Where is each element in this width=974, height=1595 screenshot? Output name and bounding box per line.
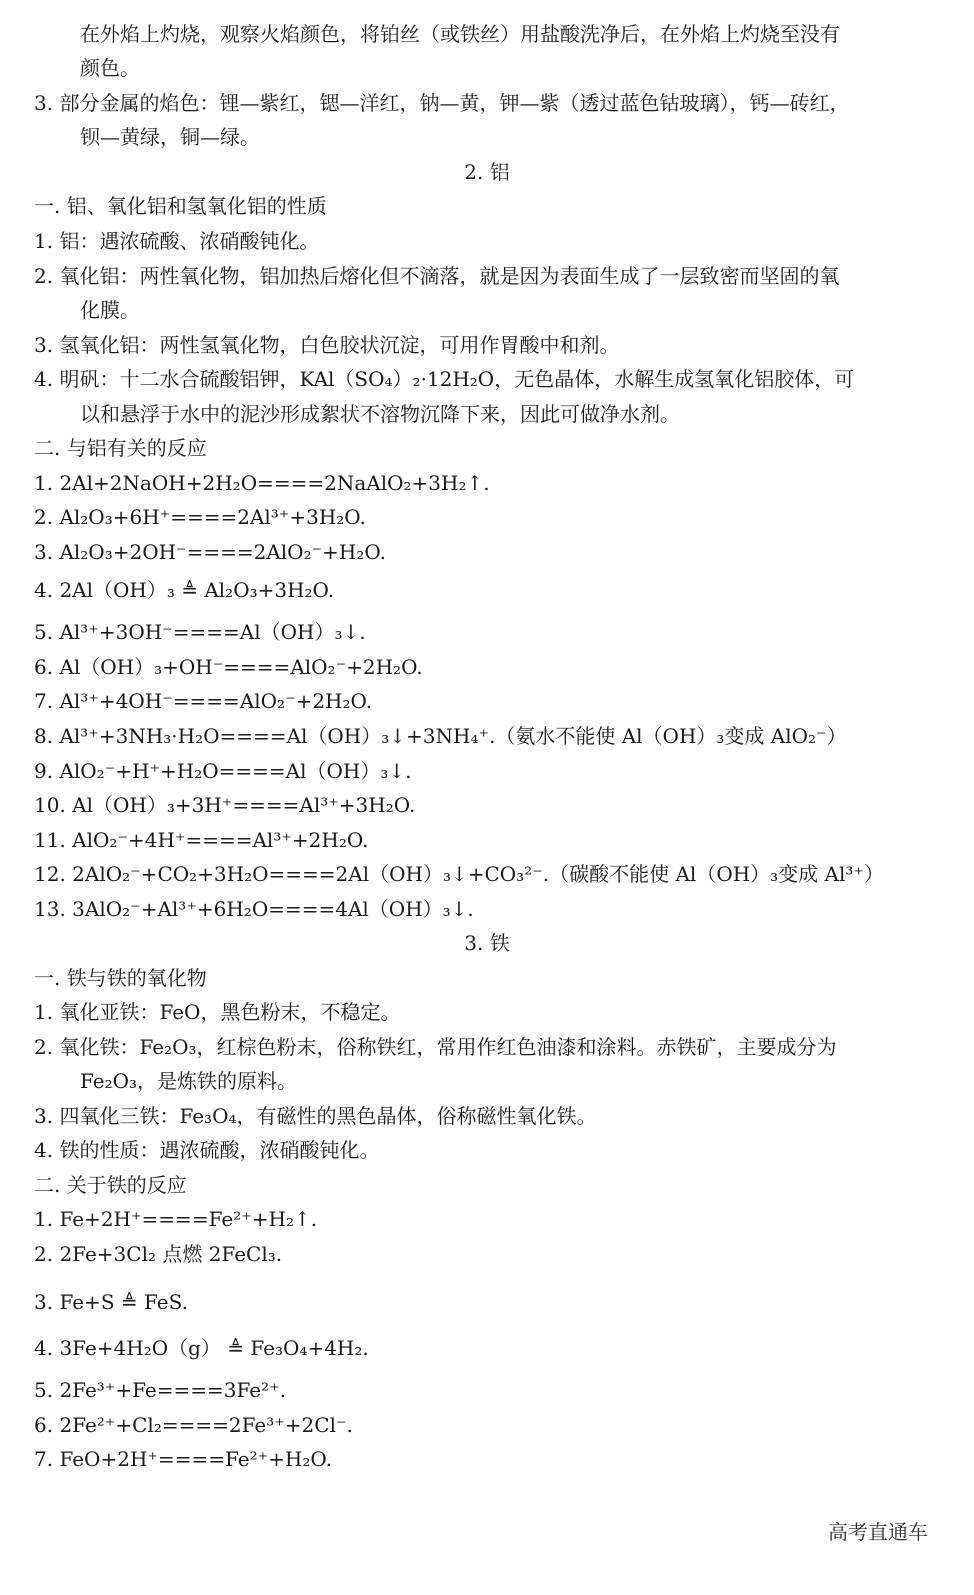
text-line: 4. 明矾：十二水合硫酸铝钾，KAl（SO₄）₂·12H₂O，无色晶体，水解生成氢氧化铝胶体，可 [34,367,855,391]
text-line: 9. AlO₂⁻+H⁺+H₂O====Al（OH）₃↓. [34,759,412,783]
text-line: 2. 2Fe+3Cl₂ 点燃 2FeCl₃. [34,1242,283,1266]
text-line: 二. 关于铁的反应 [34,1173,187,1197]
text-line: 1. 铝：遇浓硫酸、浓硝酸钝化。 [34,229,320,253]
text-line: 以和悬浮于水中的泥沙形成絮状不溶物沉降下来，因此可做净水剂。 [80,402,680,426]
text-line: 3. 四氧化三铁：Fe₃O₄，有磁性的黑色晶体，俗称磁性氧化铁。 [34,1104,597,1128]
text-line: 7. FeO+2H⁺====Fe²⁺+H₂O. [34,1447,332,1471]
text-line: 4. 铁的性质：遇浓硫酸，浓硝酸钝化。 [34,1138,380,1162]
text-line: 6. 2Fe²⁺+Cl₂====2Fe³⁺+2Cl⁻. [34,1413,353,1437]
text-line: 2. 氧化铁：Fe₂O₃，红棕色粉末，俗称铁红，常用作红色油漆和涂料。赤铁矿，主要成分为 [34,1035,837,1059]
text-line: 6. Al（OH）₃+OH⁻====AlO₂⁻+2H₂O. [34,655,423,679]
text-line: 3. Fe+S ≜ FeS. [34,1290,188,1314]
text-line: 10. Al（OH）₃+3H⁺====Al³⁺+3H₂O. [34,793,416,817]
text-line: 一. 铝、氧化铝和氢氧化铝的性质 [34,194,327,218]
text-line: 2. Al₂O₃+6H⁺====2Al³⁺+3H₂O. [34,505,366,529]
text-line: 7. Al³⁺+4OH⁻====AlO₂⁻+2H₂O. [34,689,373,713]
text-line: 4. 2Al（OH）₃ ≜ Al₂O₃+3H₂O. [34,578,335,602]
text-line: 钡—黄绿，铜—绿。 [80,125,260,149]
text-line: 1. Fe+2H⁺====Fe²⁺+H₂↑. [34,1207,318,1231]
text-line: 二. 与铝有关的反应 [34,436,207,460]
text-line: 11. AlO₂⁻+4H⁺====Al³⁺+2H₂O. [34,828,369,852]
text-line: 在外焰上灼烧，观察火焰颜色，将铂丝（或铁丝）用盐酸洗净后，在外焰上灼烧至没有 [80,22,840,46]
text-line: 一. 铁与铁的氧化物 [34,966,207,990]
text-line: 5. Al³⁺+3OH⁻====Al（OH）₃↓. [34,620,366,644]
text-line: 4. 3Fe+4H₂O（g） ≜ Fe₃O₄+4H₂. [34,1336,369,1360]
text-line: 3. 部分金属的焰色：锂—紫红，锶—洋红，钠—黄，钾—紫（透过蓝色钴玻璃），钙—砖红， [34,91,850,115]
watermark: 高考直通车 [828,1520,928,1544]
text-line: 3. 氢氧化铝：两性氢氧化物，白色胶状沉淀，可用作胃酸中和剂。 [34,333,620,357]
text-line: 1. 氧化亚铁：FeO，黑色粉末，不稳定。 [34,1000,401,1024]
section-heading: 3. 铁 [464,931,510,955]
text-line: 1. 2Al+2NaOH+2H₂O====2NaAlO₂+3H₂↑. [34,471,490,495]
text-line: 3. Al₂O₃+2OH⁻====2AlO₂⁻+H₂O. [34,540,386,564]
text-line: Fe₂O₃，是炼铁的原料。 [80,1069,298,1093]
text-line: 5. 2Fe³⁺+Fe====3Fe²⁺. [34,1378,287,1402]
text-line: 颜色。 [80,56,140,80]
text-line: 12. 2AlO₂⁻+CO₂+3H₂O====2Al（OH）₃↓+CO₃²⁻.（碳酸不能使 Al（OH）₃变成 Al³⁺） [34,862,884,886]
section-heading: 2. 铝 [464,160,510,184]
text-line: 化膜。 [80,298,140,322]
text-line: 13. 3AlO₂⁻+Al³⁺+6H₂O====4Al（OH）₃↓. [34,897,474,921]
text-line: 2. 氧化铝：两性氧化物，铝加热后熔化但不滴落，就是因为表面生成了一层致密而坚固的氧 [34,264,840,288]
text-line: 8. Al³⁺+3NH₃·H₂O====Al（OH）₃↓+3NH₄⁺.（氨水不能使 Al（OH）₃变成 AlO₂⁻） [34,724,847,748]
